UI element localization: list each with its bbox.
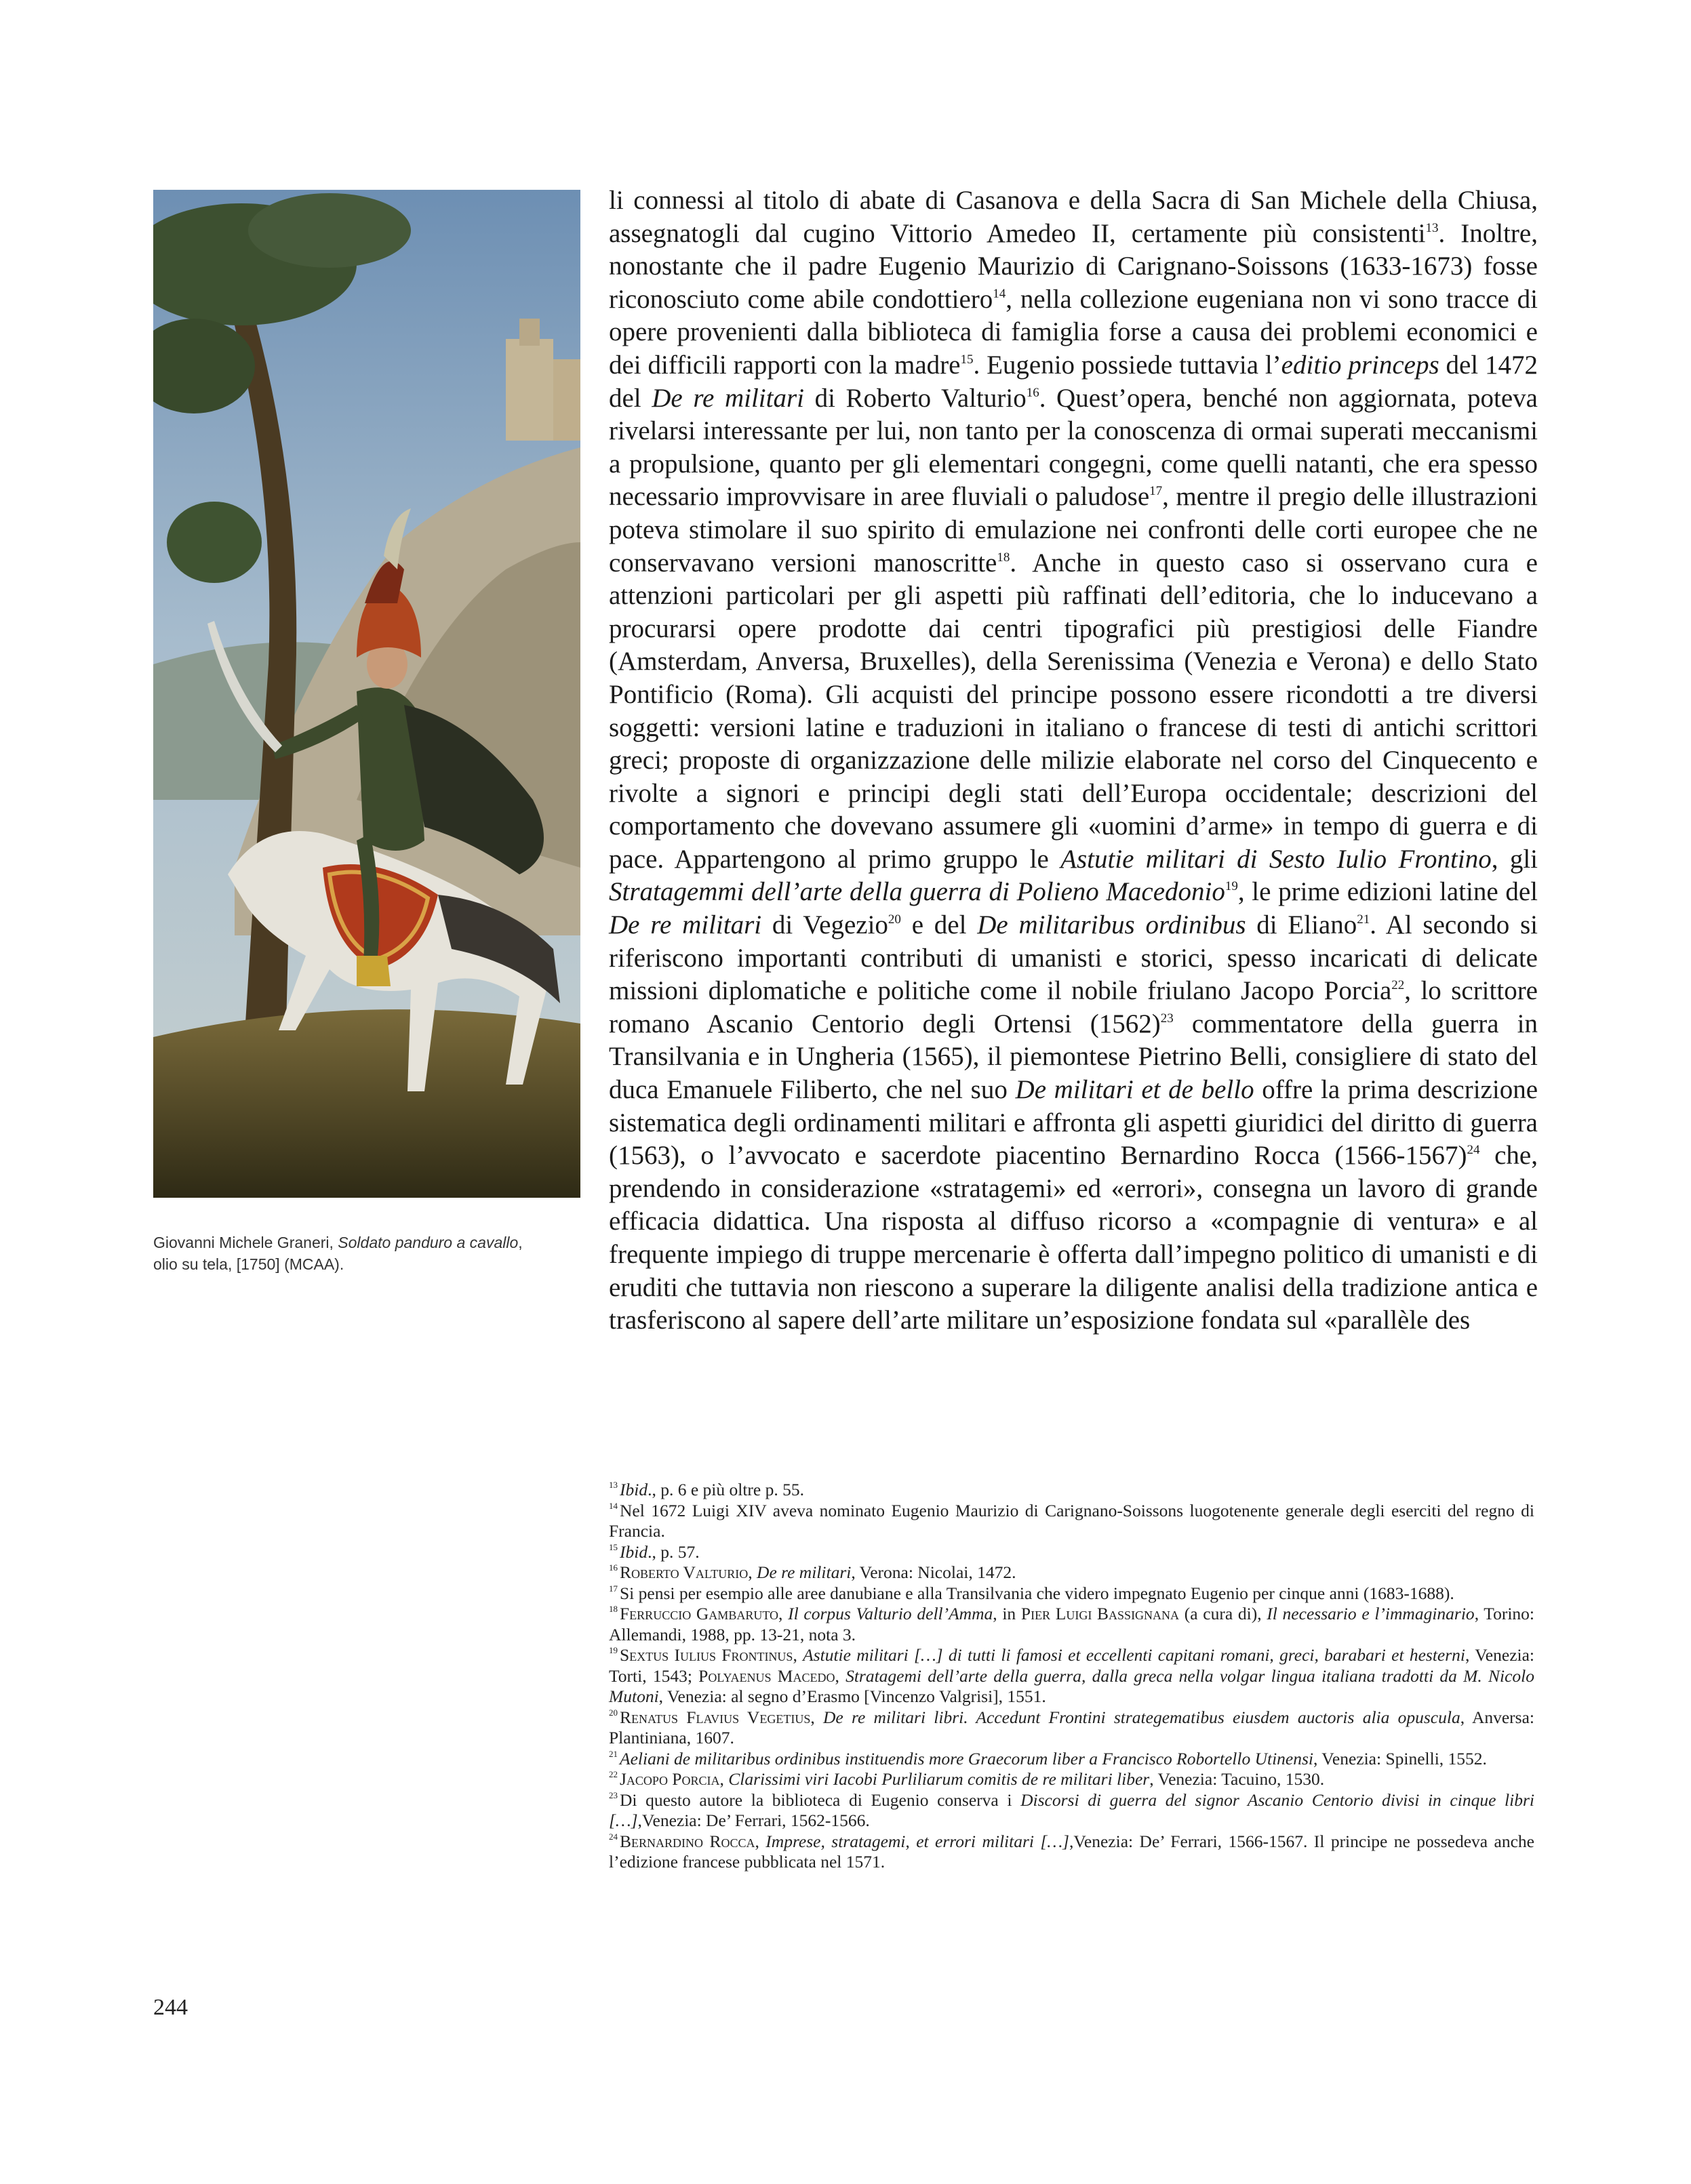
- text-run: , Venezia: Torti, 1543;: [609, 1645, 1535, 1686]
- text-run: 14: [609, 1500, 618, 1511]
- italic-text: De re militari: [757, 1562, 852, 1582]
- footnote-ref: 19: [1225, 879, 1238, 894]
- text-run: ,: [778, 1604, 789, 1623]
- text-run: ,Venezia: De’ Ferrari, 1566-1567. Il principe ne possedeva anche l’edizione francese pubblicata nel 1571.: [609, 1831, 1535, 1872]
- text-run: Bernardino Rocca: [620, 1831, 755, 1851]
- text-run: Jacopo Porcia: [620, 1769, 720, 1789]
- footnote-ref: 17: [1149, 484, 1163, 499]
- italic-text: Stratagemi dell’arte della guerra, dalla greca nella volgar lingua italiana tradotti da M. Nicolo Mutoni: [609, 1665, 1534, 1706]
- italic-text: De re militari: [609, 910, 762, 940]
- text-run: (a cura di),: [1179, 1604, 1267, 1623]
- footnote-24: [609, 1832, 1534, 1873]
- text-run: ,Venezia: De’ Ferrari, 1562-1566.: [637, 1811, 870, 1830]
- text-run: , le prime edizioni latine del: [1237, 877, 1538, 907]
- text-run: ,: [748, 1562, 757, 1582]
- text-run: di Roberto Valturio: [803, 383, 1027, 413]
- text-run: che, prendendo in considerazione «stratagemi» ed «errori», consegna un lavoro di grande efficacia didattica. Una risposta al diffuso ricorso a «compagnie di ventura» e al frequente impiego di truppe mercenarie è offerta dall’impegno politico di umanisti e di eruditi che tuttavia non riescono a superare la diligente analisi della tradizione antica e trasferiscono al sapere dell’arte militare un’esposizione fondata sul «parallèle des: [609, 1141, 1538, 1335]
- italic-text: De re militari libri. Accedunt Frontini strategematibus eiusdem auctoris alia opuscula: [822, 1707, 1460, 1727]
- text-run: li connessi al titolo di abate di Casanova e della Sacra di San Michele della Chiusa, assegnatogli dal cugino Vittorio Amedeo II, certamente più consistenti: [609, 186, 1538, 248]
- text-run: ,: [755, 1831, 766, 1851]
- text-run: ., p. 6 e più oltre p. 55.: [648, 1480, 804, 1499]
- footnote-18: [609, 1604, 1534, 1645]
- italic-text: Ibid: [620, 1480, 648, 1499]
- text-run: Polyaenus Macedo: [698, 1665, 835, 1686]
- footnote-ref: 14: [993, 286, 1006, 301]
- text-run: 22: [609, 1769, 618, 1779]
- text-run: , Venezia: al segno d’Erasmo [Vincenzo Valgrisi], 1551.: [658, 1686, 1046, 1706]
- italic-text: Discorsi di guerra del signor Ascanio Centorio divisi in cinque libri […]: [609, 1789, 1534, 1830]
- footnote-23: [609, 1790, 1534, 1832]
- text-run: del 1472 del: [609, 350, 1538, 413]
- text-run: , Venezia: Spinelli, 1552.: [1313, 1748, 1487, 1768]
- text-run: . Quest’opera, benché non aggiornata, poteva rivelarsi interessante per lui, non tanto per la conoscenza di ormai superati meccanismi a propulsione, quanto per gli elementari congegni, come quelli natanti, che era spesso necessario improvvisare in aree fluviali o paludose: [609, 383, 1538, 512]
- text-run: Si pensi per esempio alle aree danubiane e alla Transilvania che videro impegnato Eugenio per cinque anni (1683-1688).: [620, 1583, 1454, 1603]
- text-run: 20: [609, 1707, 618, 1718]
- text-run: 21: [609, 1748, 618, 1759]
- text-run: , Anversa: Plantiniana, 1607.: [609, 1707, 1534, 1747]
- italic-text: De militaribus ordinibus: [977, 910, 1246, 940]
- main-body-text: [609, 184, 1538, 1337]
- text-run: 17: [609, 1583, 618, 1594]
- italic-text: Stratagemmi dell’arte della guerra di Polieno Macedonio: [609, 877, 1225, 907]
- caption-title: Soldato panduro a cavallo: [338, 1234, 519, 1251]
- footnote-15: [609, 1542, 1534, 1563]
- text-run: , mentre il pregio delle illustrazioni poteva stimolare il suo spirito di emulazione nei confronti delle corti europee che ne conservavano versioni manoscritte: [609, 482, 1538, 578]
- italic-text: De re militari: [652, 383, 804, 413]
- text-run: di Eliano: [1246, 910, 1357, 940]
- text-run: . Eugenio possiede tuttavia l’: [973, 350, 1281, 380]
- italic-text: Il necessario e l’immaginario: [1267, 1604, 1475, 1623]
- text-run: . Anche in questo caso si osservano cura e attenzioni particolari per gli aspetti più raffinati dell’editoria, che lo inducevano a procurarsi opere prodotte dai centri tipografici più prestigiosi delle Fiandre (Amsterdam, Anversa, Bruxelles), della Serenissima (Venezia e Verona) e dello Stato Pontificio (Roma). Gli acquisti del principe possono essere ricondotti a tre diversi soggetti: versioni latine e traduzioni in italiano o francese di testi di antichi scrittori greci; proposte di organizzazione delle milizie elaborate nel corso del Cinquecento e rivolte a signori e principi degli stati dell’Europa occidentale; descrizioni del comportamento che dovevano assumere gli «uomini d’arme» in tempo di guerra e di pace. Appartengono al primo gruppo le: [609, 548, 1538, 874]
- text-run: ,: [719, 1769, 729, 1789]
- footnote-ref: 18: [997, 550, 1010, 565]
- footnote-ref: 20: [888, 912, 901, 927]
- text-run: , lo scrittore romano Ascanio Centorio degli Ortensi (1562): [609, 976, 1538, 1038]
- text-run: ., p. 57.: [648, 1541, 700, 1562]
- footnote-ref: 15: [960, 352, 974, 367]
- figure-caption: [153, 1232, 587, 1275]
- text-run: . Inoltre, nonostante che il padre Eugenio Maurizio di Carignano-Soissons (1633-1673) fosse riconosciuto come abile condottiero: [609, 218, 1538, 314]
- text-run: 16: [609, 1562, 618, 1573]
- text-run: Sextus Iulius Frontinus: [620, 1645, 793, 1665]
- footnote-16: [609, 1562, 1534, 1583]
- text-run: , gli: [1491, 844, 1538, 874]
- footnote-ref: 23: [1160, 1011, 1174, 1026]
- footnote-ref: 16: [1026, 385, 1039, 400]
- caption-line-1: Giovanni Michele Graneri, Soldato panduro a cavallo,: [153, 1234, 523, 1251]
- italic-text: Astutie militari di Sesto Iulio Frontino: [1060, 844, 1492, 874]
- text-run: 24: [609, 1831, 618, 1842]
- footnote-14: [609, 1501, 1534, 1542]
- italic-text: Il corpus Valturio dell’Amma: [788, 1604, 993, 1623]
- italic-text: Imprese, stratagemi, et errori militari […]: [765, 1831, 1069, 1851]
- text-run: , Torino: Allemandi, 1988, pp. 13-21, nota 3.: [609, 1604, 1535, 1644]
- text-run: Roberto Valturio: [620, 1562, 749, 1582]
- footnote-ref: 21: [1357, 912, 1370, 927]
- text-run: commentatore della guerra in Transilvania e in Ungheria (1565), il piemontese Pietrino Belli, consigliere di stato del duca Emanuele Filiberto, che nel suo: [609, 1009, 1538, 1105]
- text-run: 19: [609, 1645, 618, 1655]
- text-run: offre la prima descrizione sistematica degli ordinamenti militari e affronta gli aspetti giuridici del diritto di guerra (1563), o l’avvocato e sacerdote piacentino Bernardino Rocca (1566-1567): [609, 1075, 1538, 1171]
- italic-text: Astutie militari […] di tutti li famosi et eccellenti capitani romani, greci, barabari et hesterni: [803, 1645, 1466, 1665]
- italic-text: De militari et de bello: [1015, 1075, 1254, 1105]
- italic-text: Aeliani de militaribus ordinibus instituendis more Graecorum liber a Francisco Robortello Utinensi: [620, 1748, 1314, 1768]
- text-run: ,: [835, 1665, 846, 1686]
- text-run: , Venezia: Tacuino, 1530.: [1149, 1769, 1325, 1789]
- text-run: Di questo autore la biblioteca di Eugenio conserva i: [620, 1789, 1021, 1810]
- text-run: . Al secondo si riferiscono importanti contributi di umanisti e storici, spesso incaricati di delicate missioni diplomatiche e politiche come il nobile friulano Jacopo Porcia: [609, 910, 1538, 1006]
- italic-text: Ibid: [620, 1541, 648, 1562]
- text-run: Nel 1672 Luigi XIV aveva nominato Eugenio Maurizio di Carignano-Soissons luogotenente generale degli eserciti del regno di Francia.: [609, 1500, 1534, 1541]
- footnote-19: [609, 1645, 1534, 1707]
- footnote-17: [609, 1583, 1534, 1604]
- text-run: 23: [609, 1789, 618, 1800]
- text-run: 15: [609, 1541, 618, 1552]
- text-run: 13: [609, 1480, 618, 1490]
- page-number: 244: [153, 1995, 188, 2020]
- italic-text: editio princeps: [1281, 350, 1439, 380]
- text-run: , Verona: Nicolai, 1472.: [851, 1562, 1016, 1582]
- footnote-13: [609, 1480, 1534, 1501]
- text-run: ,: [810, 1707, 823, 1727]
- text-run: , in: [993, 1604, 1021, 1623]
- footnote-ref: 13: [1425, 220, 1439, 235]
- body-paragraph: [609, 184, 1538, 1337]
- text-run: Ferruccio Gambaruto: [620, 1604, 778, 1623]
- caption-line-2: olio su tela, [1750] (MCAA).: [153, 1255, 344, 1273]
- footnote-22: [609, 1769, 1534, 1790]
- text-run: ,: [793, 1645, 803, 1665]
- text-run: Pier Luigi Bassignana: [1020, 1604, 1180, 1623]
- footnote-21: [609, 1749, 1534, 1770]
- text-run: di Vegezio: [761, 910, 888, 940]
- text-run: Renatus Flavius Vegetius: [620, 1707, 811, 1727]
- footnote-20: [609, 1707, 1534, 1749]
- footnotes: [609, 1480, 1534, 1873]
- painting-image: [153, 190, 580, 1198]
- footnote-ref: 24: [1467, 1143, 1480, 1158]
- text-run: 18: [609, 1604, 618, 1614]
- painting-soldato-panduro: [153, 190, 580, 1198]
- text-run: e del: [900, 910, 978, 940]
- italic-text: Clarissimi viri Iacobi Purliliarum comitis de re militari liber: [728, 1769, 1150, 1789]
- text-run: , nella collezione eugeniana non vi sono tracce di opere provenienti dalla biblioteca di famiglia forse a causa dei problemi economici e dei difficili rapporti con la madre: [609, 284, 1538, 380]
- footnote-ref: 22: [1391, 978, 1405, 993]
